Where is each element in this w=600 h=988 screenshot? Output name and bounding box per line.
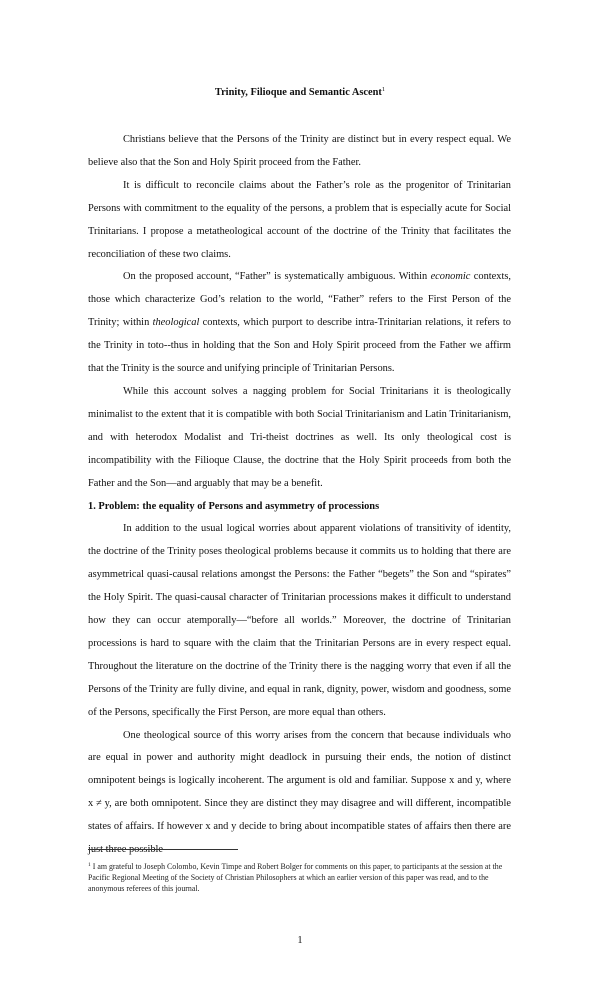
page-number: 1 [297,935,303,946]
emphasis-economic: economic [430,271,471,283]
footnote-mark: 1 [88,862,91,868]
paragraph-4: While this account solves a nagging problem for Social Trinitarians it is theologically minimalist to the extent that it is compatible with both Social Trinitarianism and Latin Trinitarianism, and with heterodox Modalist and Tri-theist doctrines as well. Its only theological cost is incompatibility with the Filioque Clause, the doctrine that the Holy Spirit proceeds from both the Father and the Son—and arguably that may be a benefit. [88,385,511,489]
title-text: Trinity, Filioque and Semantic Ascent [214,87,382,98]
paragraph-3-part-b: contexts, those which characterize God’s relation to the world, “Father” refers to the First Person of the Trinity; within [88,271,511,329]
paragraph-3 [88,266,511,381]
footnote-text: I am grateful to Joseph Colombo, Kevin Timpe and Robert Bolger for comments on this paper, to participants at the session at the Pacific Regional Meeting of the Society of Christian Philosophers at which an earlier version of this paper was read, and to the anonymous referees of this journal. [88,862,503,894]
footnote-separator [88,849,238,850]
section-1-heading: 1. Problem: the equality of Persons and asymmetry of processions [88,500,380,512]
paragraph-6: One theological source of this worry arises from the concern that because individuals who are equal in power and authority might deadlock in pursuing their ends, the notion of distinct omnipotent beings is logically incoherent. The argument is old and familiar. Suppose x and y, where x ≠ y, are both omnipotent. Since they are distinct they may disagree and will different, incompatible states of affairs. If however x and y decide to bring about incompatible states of affairs then there are just three possible [88,729,511,856]
paragraph-5: In addition to the usual logical worries about apparent violations of transitivity of identity, the doctrine of the Trinity poses theological problems because it commits us to holding that there are asymmetrical quasi-causal relations amongst the Persons: the Father “begets” the Son and “spirates” the Holy Spirit. The quasi-causal character of Trinitarian processions makes it difficult to understand how they can occur atemporally—“before all worlds.” Moreover, the doctrine of Trinitarian processions is hard to square with the claim that the Trinitarian Persons are in every respect equal. Throughout the literature on the doctrine of the Trinity there is the nagging worry that even if all the Persons of the Trinity are fully divine, and equal in rank, dignity, power, wisdom and goodness, some of the Persons, specifically the First Person, are more equal than others. [88,523,511,718]
page-title [0,86,600,98]
paragraph-2: It is difficult to reconcile claims about the Father’s role as the progenitor of Trinitarian Persons with commitment to the equality of the persons, a problem that is especially acute for Social Trinitarians. I propose a metatheological account of the doctrine of the Trinity that facilitates the reconciliation of these two claims. [88,179,511,260]
title-footnote-mark[interactable]: 1 [381,86,386,93]
footnote [88,860,511,895]
body-text [88,129,511,862]
paragraph-3-part-c: contexts, which purport to describe intra-Trinitarian relations, it refers to the Trinity in toto--thus in holding that the Son and Holy Spirit proceed from the Father we affirm that the Trinity is the source and unifying principle of Trinitarian Persons. [88,317,511,375]
emphasis-theological: theological [152,317,200,329]
paragraph-3-part-a: On the proposed account, “Father” is systematically ambiguous. Within [123,271,431,283]
paragraph-1: Christians believe that the Persons of the Trinity are distinct but in every respect equal. We believe also that the Son and Holy Spirit proceed from the Father. [88,134,511,168]
